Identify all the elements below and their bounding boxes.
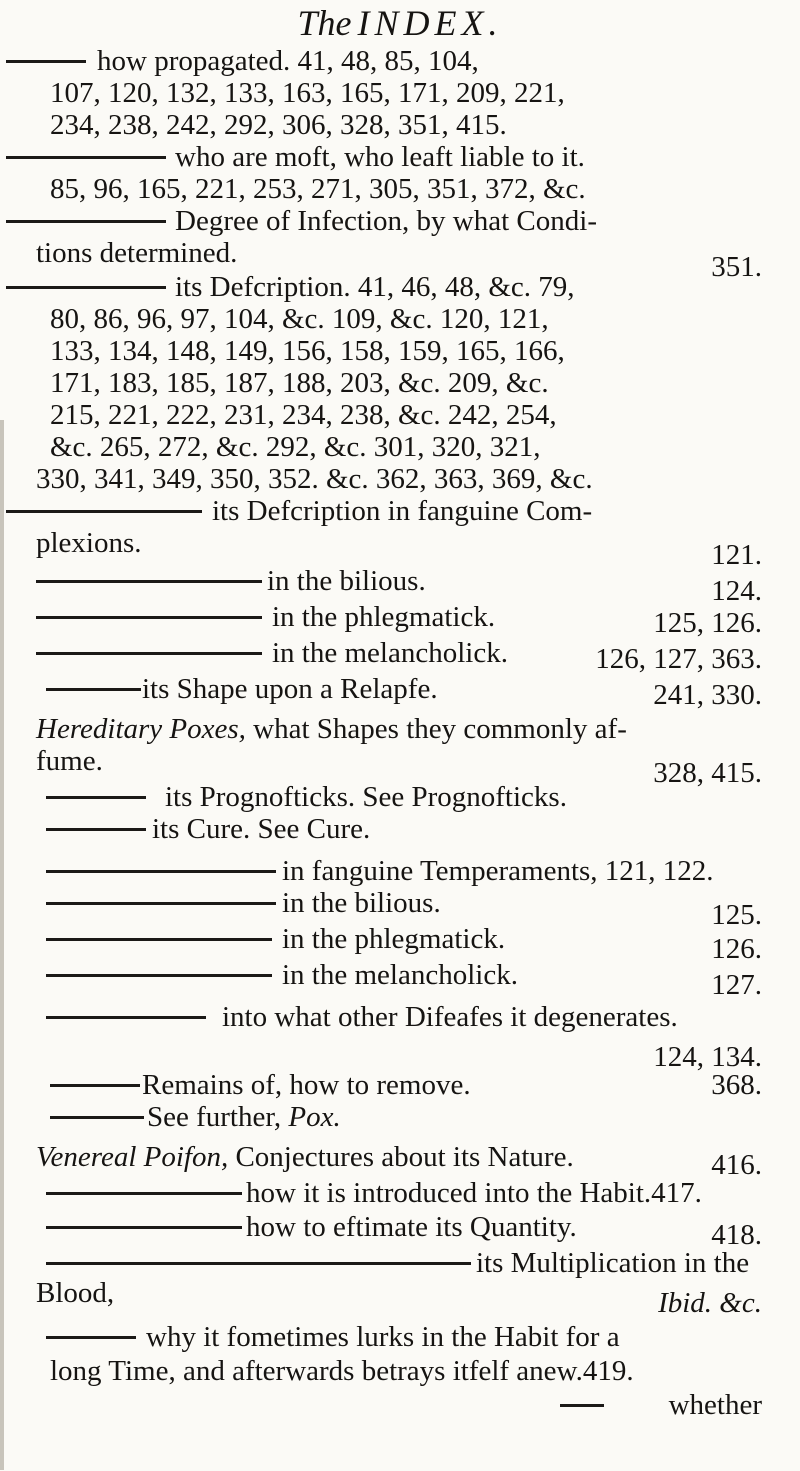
heading-index: INDEX. [357,3,503,43]
entry-text: in the melancholick. [282,959,518,991]
entry-pages: 124. [711,575,762,607]
entry-dash [6,510,202,513]
entry-pages: 241, 330. [653,679,762,711]
page-edge-shadow [0,420,4,1470]
entry-text: in the melancholick. [272,637,508,669]
entry-text: Degree of Infection, by what Condi- [175,205,597,237]
entry-pages: 125, 126. [653,607,762,639]
entry-dash [50,1084,140,1087]
entry-text: in the phlegmatick. [282,923,506,955]
page-heading [0,2,800,44]
entry-dash [46,938,272,941]
entry-head: Hereditary Poxes, [36,713,246,745]
entry-text: plexions. [36,527,142,559]
entry-text [36,712,627,746]
entry-text: 107, 120, 132, 133, 163, 165, 171, 209, 221, [50,77,565,109]
entry-pages: 127. [711,969,762,1001]
entry-text: its Cure. See Cure. [152,813,371,845]
entry-text [147,1100,341,1134]
entry-reference: Pox. [288,1101,341,1133]
entry-text: in fanguine Temperaments, 121, 122. [282,855,714,887]
entry-pages: 126. [711,933,762,965]
entry-dash [6,220,166,223]
entry-text: in the bilious. [267,565,426,597]
entry-dash [46,796,146,799]
entry-text: Conjectures about its Nature. [235,1141,574,1173]
entry-dash [6,60,86,63]
entry-dash [46,1262,471,1265]
entry-text: its Multiplication in the [476,1247,750,1279]
entry-text: whether [668,1389,762,1421]
entry-pages: 418. [711,1219,762,1251]
entry-pages: 121. [711,539,762,571]
entry-text: who are moft, who leaft liable to it. [175,141,585,173]
entry-text: its Defcription. 41, 46, 48, &c. 79, [175,271,575,303]
entry-pages: 126, 127, 363. [595,643,762,675]
entry-dash [46,902,276,905]
entry-text [36,1140,574,1174]
entry-dash [46,828,146,831]
entry-dash [50,1116,144,1119]
entry-pages: Ibid. &c. [658,1287,762,1319]
entry-text: into what other Difeafes it degenerates. [222,1001,678,1033]
entry-dash [6,156,166,159]
entry-text: 85, 96, 165, 221, 253, 271, 305, 351, 372, &c. [50,173,586,205]
entry-text: tions determined. [36,237,238,269]
entry-text: 133, 134, 148, 149, 156, 158, 159, 165, 166, [50,335,565,367]
entry-text: 234, 238, 242, 292, 306, 328, 351, 415. [50,109,507,141]
entry-text: fume. [36,745,103,777]
entry-text: what Shapes they commonly af- [253,713,627,745]
heading-the: The [297,3,352,43]
entry-pages: 328, 415. [653,757,762,789]
entry-pages: 351. [711,251,762,283]
entry-pages: 416. [711,1149,762,1181]
entry-text: 171, 183, 185, 187, 188, 203, &c. 209, &c. [50,367,549,399]
entry-text: &c. 265, 272, &c. 292, &c. 301, 320, 321, [50,431,541,463]
entry-dash [36,652,262,655]
entry-head: Venereal Poifon, [36,1141,229,1173]
entry-pages: 124, 134. [653,1041,762,1073]
entry-text: See further, [147,1101,282,1133]
entry-text: 330, 341, 349, 350, 352. &c. 362, 363, 369, &c. [36,463,593,495]
entry-text: its Defcription in fanguine Com- [212,495,593,527]
entry-text: 80, 86, 96, 97, 104, &c. 109, &c. 120, 121, [50,303,549,335]
entry-dash [46,870,276,873]
entry-text: its Shape upon a Relapfe. [142,673,438,705]
entry-dash [46,1016,206,1019]
entry-dash [46,1226,242,1229]
entry-dash [36,616,262,619]
entry-dash [46,1336,136,1339]
entry-text: why it fometimes lurks in the Habit for a [146,1321,620,1353]
entry-pages: 125. [711,899,762,931]
entry-text: Remains of, how to remove. [142,1069,471,1101]
entry-text: 215, 221, 222, 231, 234, 238, &c. 242, 254, [50,399,557,431]
entry-pages: 368. [711,1069,762,1101]
entry-text: in the bilious. [282,887,441,919]
entry-dash [46,688,141,691]
entry-text: its Prognofticks. See Prognofticks. [165,781,567,813]
entry-text: long Time, and afterwards betrays itfelf anew.419. [50,1355,634,1387]
entry-text: how to eftimate its Quantity. [246,1211,577,1243]
entry-dash [46,1192,242,1195]
entry-text: in the phlegmatick. [272,601,496,633]
entry-dash [36,580,262,583]
entry-text: how propagated. 41, 48, 85, 104, [97,45,479,77]
entry-text: how it is introduced into the Habit.417. [246,1177,702,1209]
entry-dash [46,974,272,977]
entry-dash [560,1404,604,1407]
entry-text: Blood, [36,1277,115,1309]
entry-dash [6,286,166,289]
